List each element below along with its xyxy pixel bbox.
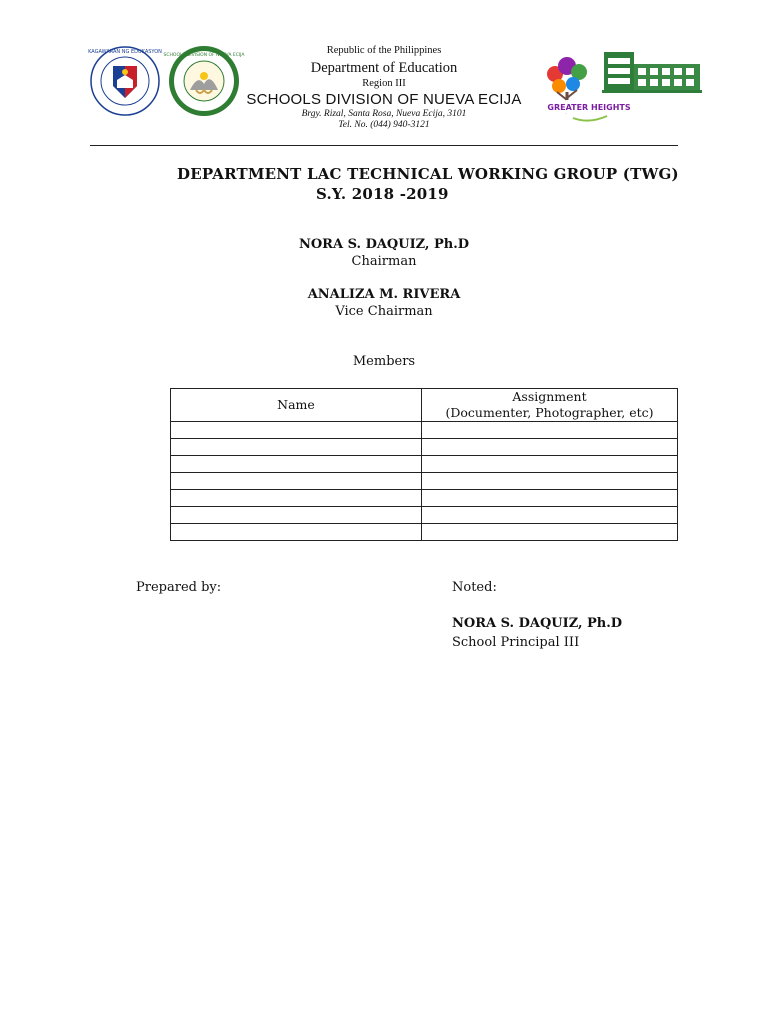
- table-row: [171, 422, 678, 439]
- sdo-ring-text: SCHOOLS DIVISION OF NUEVA ECIJA: [163, 53, 245, 58]
- table-row: [171, 439, 678, 456]
- member-name-cell: [171, 490, 422, 507]
- header-department: Department of Education: [310, 60, 458, 76]
- member-name-cell: [171, 524, 422, 541]
- table-row: [171, 490, 678, 507]
- assignment-header-line2: (Documenter, Photographer, etc): [445, 405, 654, 420]
- header-tel: Tel. No. (044) 940-3121: [338, 120, 430, 130]
- chairman-role: Chairman: [351, 254, 417, 269]
- chairman-name: NORA S. DAQUIZ, Ph.D: [298, 237, 470, 252]
- header-republic: Republic of the Philippines: [326, 45, 442, 56]
- member-name-cell: [171, 473, 422, 490]
- member-assignment-cell: [422, 456, 678, 473]
- vice-chairman-role: Vice Chairman: [335, 304, 433, 319]
- prepared-by-label: Prepared by:: [136, 580, 222, 595]
- header-division: SCHOOLS DIVISION OF NUEVA ECIJA: [246, 91, 522, 108]
- noted-signatory-position: School Principal III: [452, 635, 580, 650]
- header-region: Region III: [362, 78, 406, 89]
- assignment-header-line1: Assignment: [512, 389, 587, 404]
- table-row: [171, 524, 678, 541]
- member-name-cell: [171, 456, 422, 473]
- vice-chairman-name: ANALIZA M. RIVERA: [307, 287, 461, 302]
- header-divider: [90, 145, 678, 146]
- table-row: [171, 473, 678, 490]
- member-assignment-cell: [422, 439, 678, 456]
- column-header-assignment: [422, 389, 678, 422]
- table-header-row: [171, 389, 678, 422]
- noted-label: Noted:: [452, 580, 497, 595]
- table-row: [171, 507, 678, 524]
- noted-signatory-name: NORA S. DAQUIZ, Ph.D: [452, 616, 623, 631]
- members-table: [170, 388, 678, 541]
- deped-ring-text: KAGAWARAN NG EDUKASYON: [88, 49, 162, 55]
- column-header-name: Name: [171, 389, 422, 422]
- member-assignment-cell: [422, 473, 678, 490]
- member-assignment-cell: [422, 507, 678, 524]
- school-year: S.Y. 2018 -2019: [316, 185, 449, 203]
- member-name-cell: [171, 422, 422, 439]
- member-name-cell: [171, 507, 422, 524]
- member-assignment-cell: [422, 422, 678, 439]
- document-title: DEPARTMENT LAC TECHNICAL WORKING GROUP (TWG): [177, 165, 679, 183]
- member-assignment-cell: [422, 490, 678, 507]
- greater-heights-text: GREATER HEIGHTS: [547, 103, 631, 112]
- table-row: [171, 456, 678, 473]
- header-address: Brgy. Rizal, Santa Rosa, Nueva Ecija, 3101: [301, 109, 467, 119]
- member-name-cell: [171, 439, 422, 456]
- members-label: Members: [352, 354, 416, 369]
- member-assignment-cell: [422, 524, 678, 541]
